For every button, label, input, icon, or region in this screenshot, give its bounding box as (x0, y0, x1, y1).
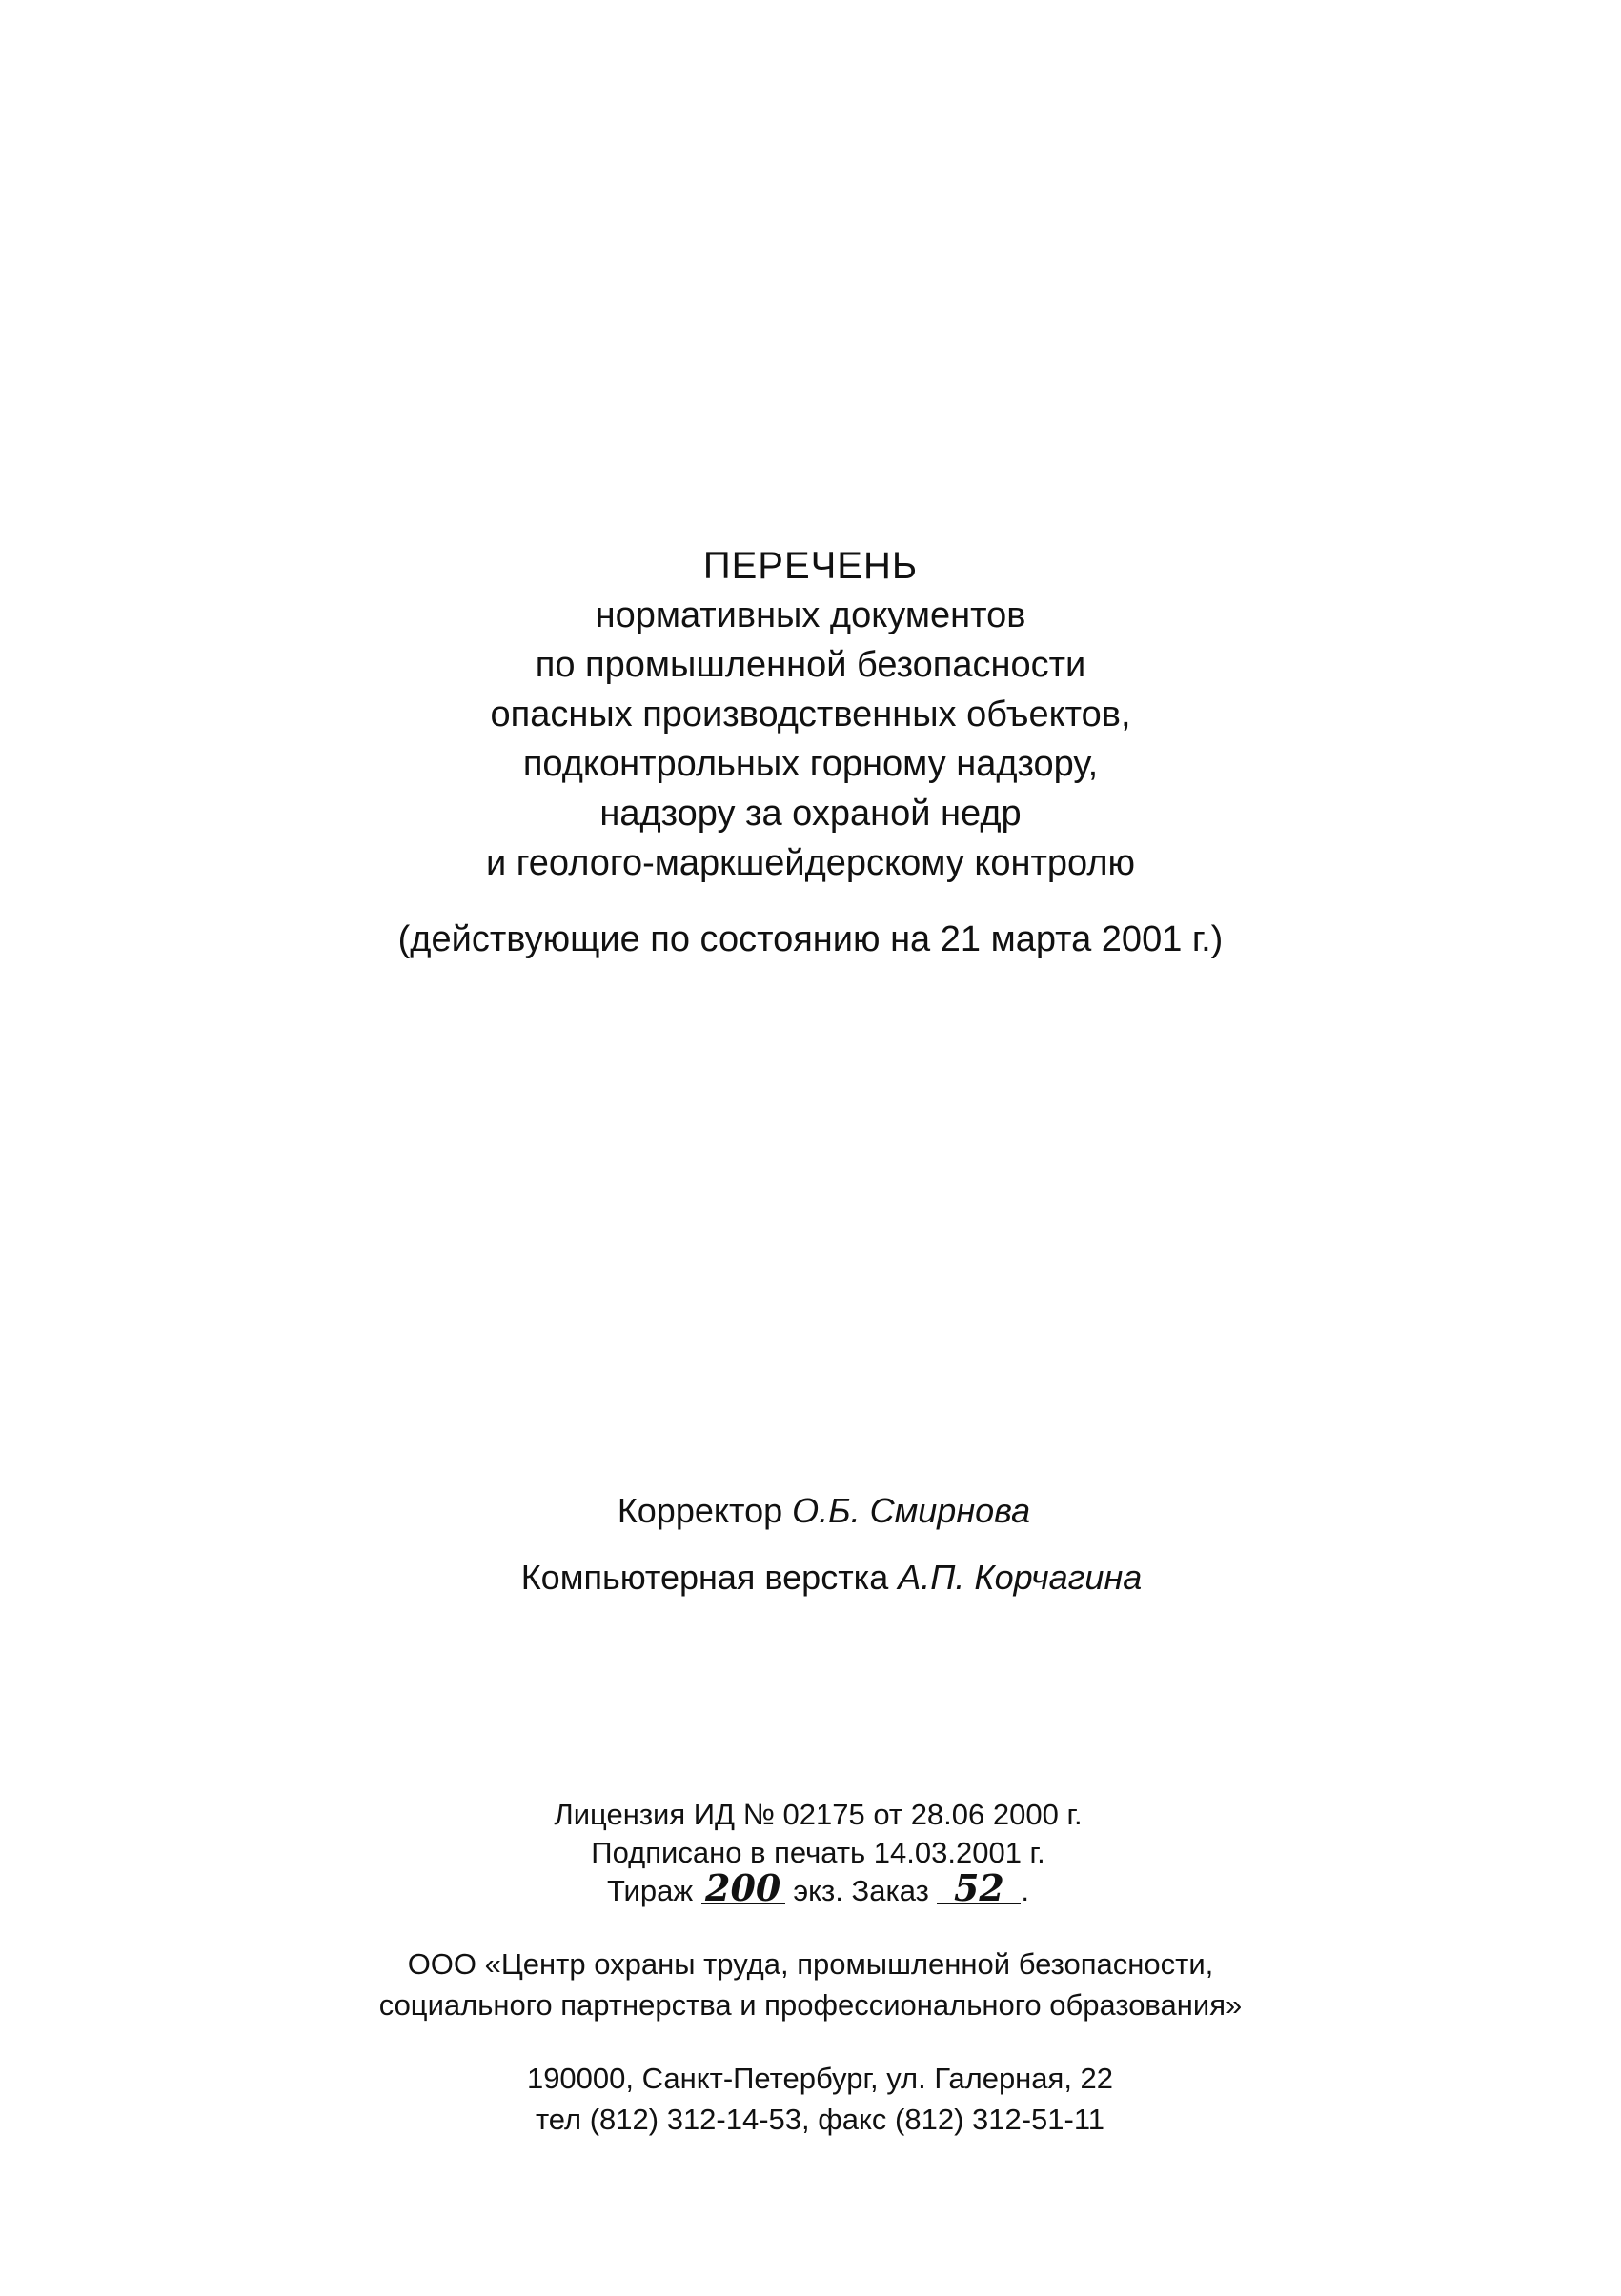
title-line-3: опасных производственных объектов, (490, 695, 1131, 735)
title-line-6: и геолого-маркшейдерскому контролю (485, 843, 1136, 883)
title-block (0, 541, 1621, 888)
status-note: (действующие по состоянию на 21 марта 2001 г.) (397, 919, 1224, 959)
corrector-name: О.Б. Смирнова (792, 1491, 1031, 1530)
end-mark: . (1021, 1874, 1030, 1907)
order-value: 52 (937, 1874, 1021, 1904)
document-heading: ПЕРЕЧЕНЬ (702, 545, 919, 587)
title-line-2: по промышленной безопасности (535, 645, 1086, 685)
layout-role: Компьютерная верстка (520, 1558, 889, 1597)
title-line-1: нормативных документов (595, 595, 1026, 635)
corrector-line (13, 1486, 1621, 1536)
signed-line: Подписано в печать 14.03.2001 г. (591, 1836, 1045, 1869)
publisher-phones: тел (812) 312-14-53, факс (812) 312-51-11 (535, 2103, 1105, 2136)
publisher-line-2: социального партнерства и профессионального образования» (378, 1988, 1243, 2022)
publisher-address: 190000, Санкт-Петербург, ул. Галерная, 22 (526, 2062, 1114, 2095)
license-line: Лицензия ИД № 02175 от 28.06 2000 г. (554, 1798, 1083, 1831)
run-label: Тираж (606, 1874, 694, 1907)
publisher-line-1: ООО «Центр охраны труда, промышленной безопасности, (407, 1947, 1214, 1981)
layout-line (21, 1553, 1621, 1602)
copies-label: экз. Заказ (793, 1874, 929, 1907)
print-info (8, 1796, 1621, 1910)
address-block (10, 2058, 1621, 2140)
publisher-block (0, 1944, 1621, 2025)
run-value: 200 (701, 1874, 785, 1904)
run-line (8, 1866, 1621, 1910)
corrector-role: Корректор (617, 1491, 783, 1530)
layout-name: А.П. Корчагина (898, 1558, 1143, 1597)
title-line-4: подконтрольных горному надзору, (522, 744, 1099, 784)
title-line-5: надзору за охраной недр (599, 794, 1022, 834)
